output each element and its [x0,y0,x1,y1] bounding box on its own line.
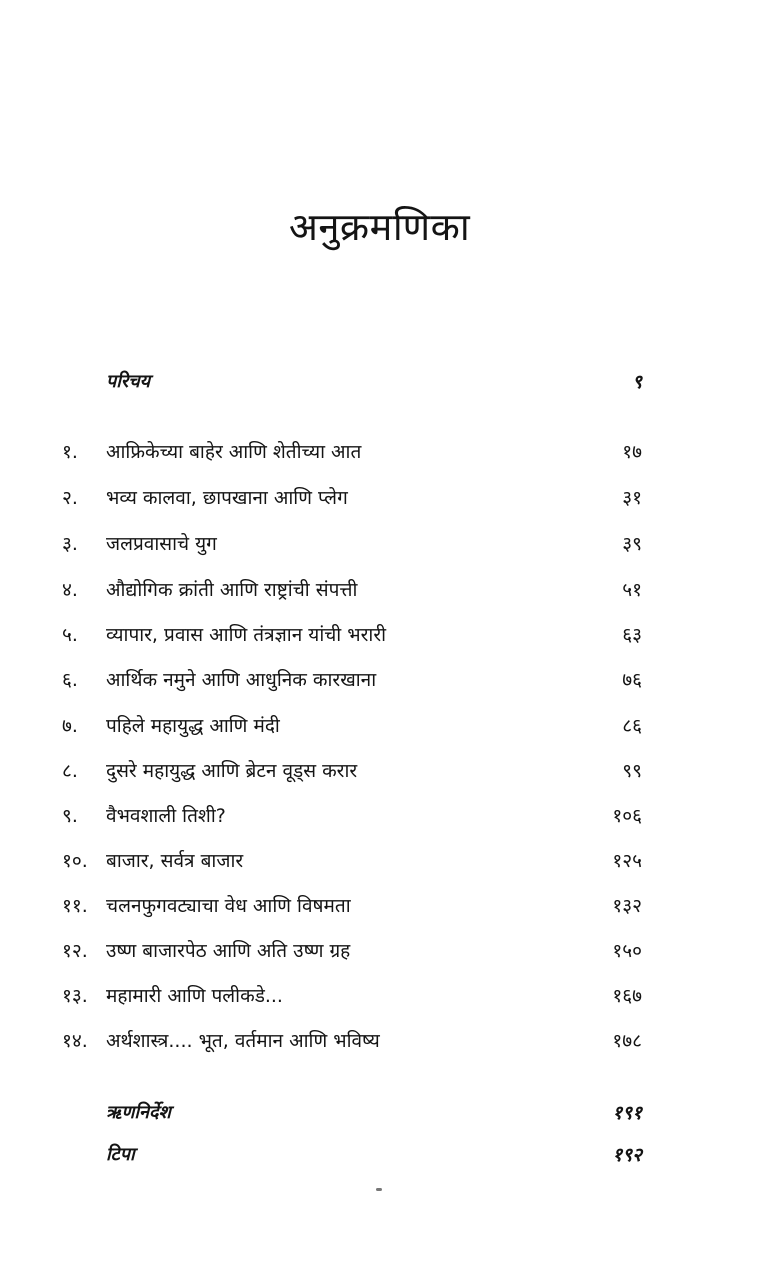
chapter-title: वैभवशाली तिशी? [106,805,226,827]
chapter-number: १०. [62,850,88,872]
chapter-title: दुसरे महायुद्ध आणि ब्रेटन वूड्स करार [106,760,358,782]
chapter-title: आफ्रिकेच्या बाहेर आणि शेतीच्या आत [106,441,362,463]
toc-entry-chapter-3 [62,528,217,558]
chapter-number: १३. [62,985,88,1007]
toc-entry-label: टिपा [106,1144,135,1165]
chapter-number: २. [62,487,78,509]
chapter-number: ८. [62,760,78,782]
chapter-page-number: १५० [612,940,642,962]
toc-entry-page-number: १९१ [612,1102,642,1124]
chapter-title: पहिले महायुद्ध आणि मंदी [106,715,280,737]
chapter-title: व्यापार, प्रवास आणि तंत्रज्ञान यांची भरारी [106,624,387,646]
chapter-page-number: १७८ [612,1030,642,1052]
chapter-title: जलप्रवासाचे युग [106,533,217,555]
toc-entry-chapter-8 [62,755,357,785]
toc-entry-chapter-13 [62,980,283,1010]
chapter-page-number: ८६ [622,715,642,737]
toc-entry-chapter-2 [62,482,348,512]
chapter-title: औद्योगिक क्रांती आणि राष्ट्रांची संपत्ती [106,579,358,601]
chapter-page-number: ६३ [622,624,642,646]
chapter-page-number: ९९ [622,760,642,782]
chapter-title: अर्थशास्त्र.... भूत, वर्तमान आणि भविष्य [106,1030,380,1052]
toc-entry-page-number: ९ [632,371,642,393]
chapter-page-number: १३२ [612,895,642,917]
chapter-title: बाजार, सर्वत्र बाजार [106,850,244,872]
toc-entry-chapter-9 [62,800,226,830]
chapter-title: उष्ण बाजारपेठ आणि अति उष्ण ग्रह [106,940,351,962]
chapter-number: १२. [62,940,88,962]
toc-entry-chapter-12 [62,935,350,965]
chapter-page-number: ३१ [622,487,642,509]
chapter-title: भव्य कालवा, छापखाना आणि प्लेग [106,487,348,509]
chapter-number: ७. [62,715,78,737]
chapter-page-number: ३९ [622,533,642,555]
toc-entry-chapter-1 [62,436,361,466]
toc-entry-label: ऋणनिर्देश [106,1102,171,1123]
toc-entry-chapter-6 [62,664,376,694]
chapter-title: आर्थिक नमुने आणि आधुनिक कारखाना [106,669,377,691]
chapter-title: महामारी आणि पलीकडे... [106,985,283,1007]
chapter-page-number: १७ [622,441,642,463]
toc-entry-introduction [106,366,150,396]
chapter-page-number: १६७ [612,985,642,1007]
chapter-number: ५. [62,624,78,646]
chapter-page-number: ७६ [622,669,642,691]
chapter-number: ३. [62,533,78,555]
chapter-number: ९. [62,805,78,827]
chapter-number: १४. [62,1030,88,1052]
toc-entry-chapter-14 [62,1025,380,1055]
toc-entry-acknowledgements [106,1097,171,1127]
page-title: अनुक्रमणिका [288,205,471,249]
chapter-page-number: १०६ [612,805,642,827]
toc-entry-chapter-4 [62,574,357,604]
toc-entry-notes [106,1139,135,1169]
chapter-number: १. [62,441,78,463]
toc-entry-chapter-5 [62,619,386,649]
chapter-page-number: ५१ [622,579,642,601]
toc-entry-page-number: १९२ [612,1144,642,1166]
chapter-number: ११. [62,895,88,917]
toc-entry-chapter-11 [62,890,351,920]
toc-entry-chapter-10 [62,845,243,875]
chapter-title: चलनफुगवट्याचा वेध आणि विषमता [106,895,351,917]
chapter-page-number: १२५ [612,850,642,872]
toc-entry-chapter-7 [62,710,280,740]
chapter-number: ६. [62,669,78,691]
toc-entry-label: परिचय [106,371,151,392]
print-speck [376,1188,382,1191]
chapter-number: ४. [62,579,78,601]
